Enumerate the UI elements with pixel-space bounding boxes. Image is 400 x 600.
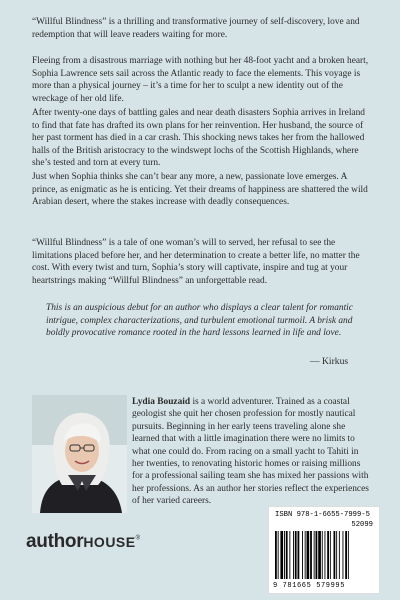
barcode-bar bbox=[348, 531, 349, 579]
synopsis-paragraph-2: After twenty-one days of battling gales and near death disasters Sophia arrives in Ireland to find that fate has drafted its own plans for her reinvention. Her husband, the source of her past torment has died in a car crash. This shocking news takes her from the hallowed halls of the British aristocracy to the windswept lochs of the Scottish Highlands, where she’s tested and torn at every turn. bbox=[32, 108, 365, 169]
publisher-logo bbox=[26, 531, 140, 553]
barcode-bar bbox=[314, 531, 315, 579]
barcode-bar bbox=[322, 531, 323, 579]
barcode-bar bbox=[343, 531, 344, 579]
barcode-bar bbox=[284, 531, 285, 579]
barcode-bar bbox=[302, 531, 303, 579]
author-photo bbox=[32, 395, 127, 513]
registered-mark: ® bbox=[135, 535, 140, 542]
intro-paragraph: “Willful Blindness” is a thrilling and transformative journey of self-discovery, love and redemption that will leave readers waiting for more. bbox=[32, 17, 360, 40]
review-attribution: — Kirkus bbox=[310, 356, 349, 367]
barcode-bar bbox=[310, 531, 312, 579]
barcode-bar bbox=[289, 531, 290, 579]
barcode-bar bbox=[345, 531, 347, 579]
barcode-bar bbox=[298, 531, 300, 579]
price-code: 52099 bbox=[351, 521, 373, 529]
barcode-bar bbox=[305, 531, 306, 579]
isbn-barcode bbox=[268, 506, 380, 594]
barcode-bar bbox=[330, 531, 331, 579]
synopsis-paragraph-1: Fleeing from a disastrous marriage with nothing but her 48-foot yacht and a broken heart, Sophia Lawrence sets sail across the Atlantic ready to face the elements. This voyage is more than a physical journey – it’s a time for her to sculpt a new identity out of the wreckage of her old life. bbox=[32, 56, 369, 104]
barcode-bar bbox=[325, 531, 326, 579]
barcode-bar bbox=[336, 531, 337, 579]
barcode-bar bbox=[280, 531, 283, 579]
barcode-digits: 9 781665 579995 bbox=[273, 582, 346, 590]
isbn-label: ISBN 978-1-6655-7999-5 bbox=[275, 511, 370, 519]
barcode-bar bbox=[339, 531, 340, 579]
barcode-bar bbox=[293, 531, 294, 579]
barcode-bar bbox=[334, 531, 336, 579]
barcode-bar bbox=[275, 531, 277, 579]
publisher-logo-house: HOUSE bbox=[83, 534, 136, 550]
barcode-bar bbox=[316, 531, 318, 579]
author-bio-text: is a world adventurer. Trained as a coastal geologist she quit her chosen profession for mostly nautical pursuits. Beginning in her early teens traveling alone she learned that with a little imagination there were no limits to what one could do. From racing on a small yacht to Tahiti in her twenties, to renovating historic homes or raising millions for a professional sailing team she has mixed her passions with her professions. As an author her stories reflect the experiences of her varied careers. bbox=[132, 397, 369, 507]
publisher-logo-author: author bbox=[26, 531, 84, 552]
author-name: Lydia Bouzaid bbox=[132, 397, 191, 407]
barcode-bar bbox=[307, 531, 310, 579]
barcode-bar bbox=[327, 531, 329, 579]
author-bio bbox=[132, 396, 372, 508]
barcode-bar bbox=[278, 531, 279, 579]
synopsis-paragraph-4: “Willful Blindness” is a tale of one woman’s will to served, her refusal to see the limitations placed before her, and her determination to create a better life, no matter the cost. With every twist and turn, Sophia’s story will captivate, inspire and tug at your heartstrings making “Willful Blindness” an unforgettable read. bbox=[32, 238, 360, 286]
barcode-bars bbox=[275, 531, 373, 579]
synopsis-paragraph-3: Just when Sophia thinks she can’t bear any more, a new, passionate love emerges. A prince, as enigmatic as he is enticing. Yet their dreams of happiness are shattered the wild Arabian desert, where the stakes increase with deadly consequences. bbox=[32, 172, 368, 208]
barcode-bar bbox=[318, 531, 321, 579]
barcode-bar bbox=[295, 531, 297, 579]
barcode-bar bbox=[286, 531, 288, 579]
review-quote: This is an auspicious debut for an author who displays a clear talent for romantic intrigue, complex characterizations, and turbulent emotional turmoil. A brisk and boldly provocative romance rooted in the hard lessons learned in life and love. bbox=[46, 303, 353, 339]
